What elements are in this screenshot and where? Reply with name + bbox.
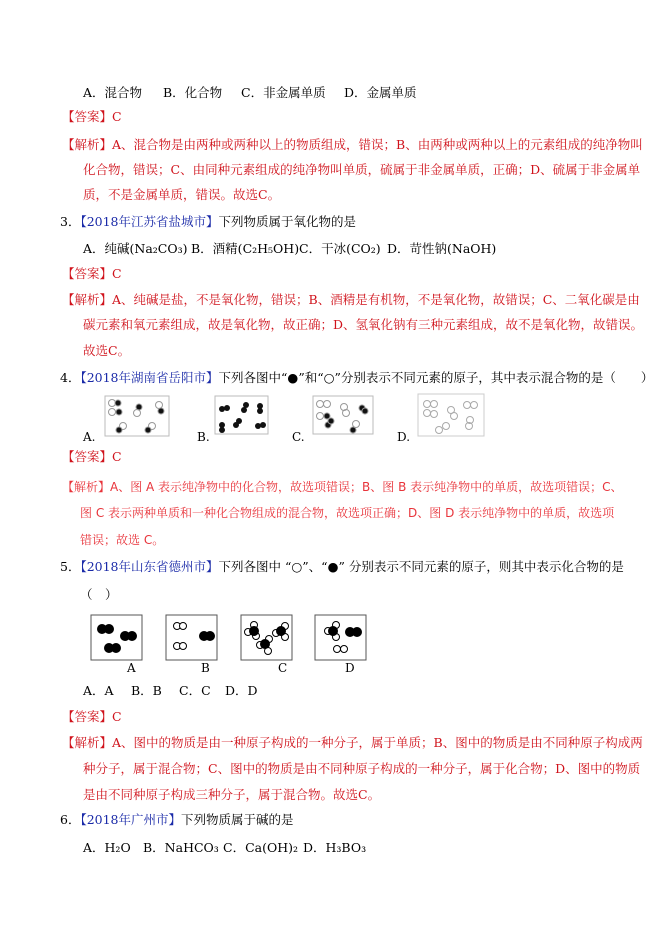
option: C．C	[179, 683, 211, 698]
q3-options	[83, 241, 496, 257]
figure-label: C.	[292, 430, 305, 444]
question-stem: 下列物质属于氧化物的是	[218, 214, 357, 229]
figure-b	[166, 615, 217, 660]
option: C．非金属单质	[241, 85, 326, 100]
q5-analysis-line: 是由不同种原子构成三种分子，属于混合物。故选C。	[83, 787, 381, 802]
question-number: 6．	[60, 812, 81, 827]
question-stem: 下列各图中“●”和“○”分别表示不同元素的原子，其中表示混合物的是（ ）	[218, 370, 654, 385]
figure-label: C	[278, 661, 288, 675]
q2-analysis-line: 【解析】A、混合物是由两种或两种以上的物质组成，错误；B、由两种或两种以上的元素组成的纯净物叫	[62, 137, 643, 152]
option: B．化合物	[163, 85, 223, 100]
question-number: 5．	[60, 559, 81, 574]
q3-analysis-line: 【解析】A、纯碱是盐，不是氧化物，错误；B、酒精是有机物，不是氧化物，故错误；C、二氧化碳是由	[62, 292, 640, 307]
option: B．B	[131, 683, 162, 698]
option: C．干冰(CO₂)	[299, 241, 381, 256]
figure-d	[315, 615, 366, 660]
q5-analysis-line: 【解析】A、图中的物质是由一种原子构成的一种分子，属于单质；B、图中的物质是由不同种原子构成两	[62, 735, 643, 750]
figure-label: B.	[197, 430, 210, 444]
figure-a	[91, 615, 142, 660]
figure-label: A.	[83, 430, 96, 444]
q4-analysis-line: 错误；故选 C。	[80, 533, 165, 547]
question-source: 【2018年江苏省盐城市】	[80, 214, 219, 229]
figure-c	[241, 615, 292, 660]
q2-options	[83, 85, 417, 101]
q2-analysis-line: 质，不是金属单质，错误。故选C。	[83, 187, 281, 202]
figure-label: A	[127, 661, 136, 675]
figure-a	[105, 396, 169, 436]
option: D．D	[225, 683, 258, 698]
figure-c	[313, 396, 373, 434]
figure-d	[418, 394, 484, 436]
option: D．H₃BO₃	[303, 840, 367, 855]
option: B．酒精(C₂H₅OH)	[191, 241, 300, 256]
q6-options	[83, 840, 366, 856]
question-number: 4．	[60, 370, 81, 385]
question-stem: 下列各图中 “○”、“●” 分别表示不同元素的原子，则其中表示化合物的是	[218, 559, 624, 574]
question-source: 【2018年山东省德州市】	[80, 559, 219, 574]
option: A．H₂O	[83, 840, 131, 855]
q3-question	[60, 214, 356, 230]
q4-question	[60, 370, 653, 386]
question-stem: 下列物质属于碱的是	[181, 812, 294, 827]
option: C．Ca(OH)₂	[223, 840, 298, 855]
q5-analysis-line: 种分子，属于混合物；C、图中的物质是由不同种原子构成的一种分子，属于化合物；D、图中的物质	[83, 761, 641, 776]
option: A．纯碱(Na₂CO₃)	[83, 241, 188, 256]
option: D．金属单质	[344, 85, 417, 100]
option: D．苛性钠(NaOH)	[387, 241, 497, 256]
option: A．A	[83, 683, 114, 698]
q4-analysis-line: 图 C 表示两种单质和一种化合物组成的混合物，故选项正确；D、图 D 表示纯净物中的单质，故选项	[80, 506, 615, 520]
option: A．混合物	[83, 85, 143, 100]
q5-question	[60, 559, 624, 575]
q2-answer: 【答案】C	[62, 109, 122, 124]
q4-answer: 【答案】C	[62, 449, 122, 464]
q5-stem-paren: （ ）	[80, 587, 118, 602]
q3-analysis-line: 故选C。	[83, 343, 131, 358]
q3-answer: 【答案】C	[62, 266, 122, 281]
q4-analysis-line: 【解析】A、图 A 表示纯净物中的化合物，故选项错误；B、图 B 表示纯净物中的单质，故选项错误；C、	[62, 480, 623, 494]
question-number: 3．	[60, 214, 81, 229]
figure-label: D	[345, 661, 355, 675]
q4-figures	[0, 390, 661, 440]
option: B．NaHCO₃	[143, 840, 219, 855]
q3-analysis-line: 碳元素和氧元素组成，故是氧化物，故正确；D、氢氧化钠有三种元素组成，故不是氧化物，故错误。	[83, 317, 644, 332]
figure-label: B	[201, 661, 210, 675]
q5-answer: 【答案】C	[62, 709, 122, 724]
q2-analysis-line: 化合物，错误；C、由同种元素组成的纯净物叫单质，硫属于非金属单质，正确；D、硫属于非金属单	[83, 162, 641, 177]
question-source: 【2018年湖南省岳阳市】	[80, 370, 219, 385]
q6-question	[60, 812, 294, 828]
q5-options	[83, 683, 258, 699]
q5-figures	[0, 612, 661, 664]
figure-b	[215, 396, 268, 434]
question-source: 【2018年广州市】	[80, 812, 182, 827]
figure-label: D.	[397, 430, 411, 444]
